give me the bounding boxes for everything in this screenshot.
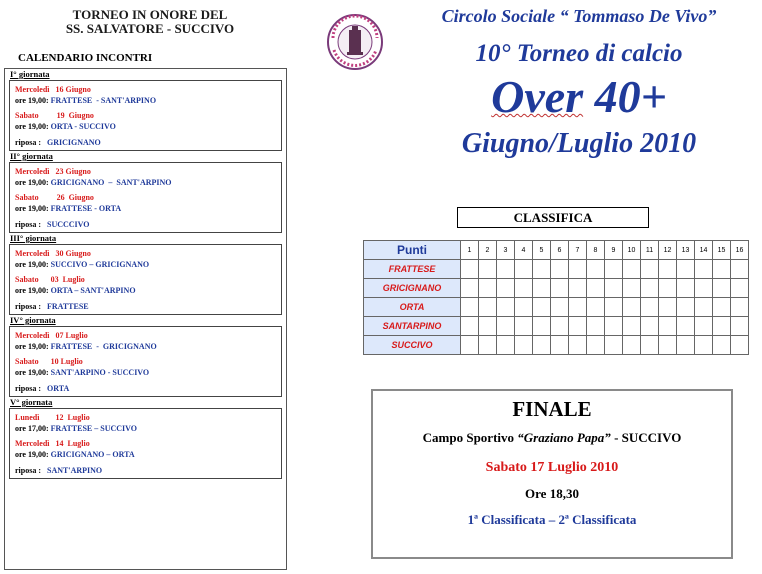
venue-town: - SUCCIVO [610, 430, 682, 445]
standings-cell [533, 279, 551, 298]
standings-round-header: 15 [713, 241, 731, 260]
standings-round-header: 3 [497, 241, 515, 260]
match-time: ore 19,00: [15, 368, 49, 377]
standings-cell [479, 260, 497, 279]
standings-cell [587, 317, 605, 336]
match-teams: FRATTESE – SUCCIVO [50, 424, 137, 433]
standings-cell [533, 260, 551, 279]
standings-round-header: 14 [695, 241, 713, 260]
standings-cell [479, 317, 497, 336]
standings-cell [623, 336, 641, 355]
circolo-sociale-seal-icon [326, 8, 384, 80]
standings-cell [551, 260, 569, 279]
dedication-line2: SS. SALVATORE - SUCCIVO [65, 21, 235, 36]
standings-cell [659, 260, 677, 279]
match-line [15, 177, 277, 188]
standings-round-header: 12 [659, 241, 677, 260]
standings-round-header: 16 [731, 241, 749, 260]
rest-team [15, 383, 277, 394]
tournament-edition: 10° Torneo di calcio [475, 40, 683, 67]
standings-cell [695, 260, 713, 279]
match-time: ore 19,00: [15, 260, 49, 269]
match-teams: GRICIGNANO – ORTA [50, 450, 135, 459]
standings-cell [695, 336, 713, 355]
match-date: Lunedì 12 Luglio [15, 413, 90, 422]
standings-cell [605, 336, 623, 355]
rest-team-name: GRICIGNANO [47, 138, 101, 147]
standings-cell [623, 298, 641, 317]
match-line [15, 423, 277, 434]
match-teams: FRATTESE - GRICIGNANO [50, 342, 157, 351]
rest-team-name: FRATTESE [47, 302, 89, 311]
match-line [15, 121, 277, 132]
match-date: Sabato 03 Luglio [15, 275, 85, 284]
standings-cell [677, 317, 695, 336]
standings-title: CLASSIFICA [457, 207, 649, 228]
standings-round-header: 4 [515, 241, 533, 260]
match-teams: FRATTESE - ORTA [50, 204, 122, 213]
rest-team [15, 137, 277, 148]
match-date: Sabato 19 Giugno [15, 111, 94, 120]
rest-label: riposa : [15, 466, 41, 475]
standings-cell [461, 317, 479, 336]
standings-cell [569, 279, 587, 298]
giornata-label [5, 69, 286, 80]
standings-round-header: 9 [605, 241, 623, 260]
match-time: ore 19,00: [15, 178, 49, 187]
standings-cell [551, 336, 569, 355]
standings-round-header: 2 [479, 241, 497, 260]
standings-cell [713, 260, 731, 279]
standings-team: SUCCIVO [364, 336, 461, 355]
standings-cell [551, 298, 569, 317]
standings-cell [713, 279, 731, 298]
standings-cell [515, 336, 533, 355]
category-age: 40+ [583, 71, 667, 122]
standings-cell [713, 298, 731, 317]
giornata-matches [9, 326, 282, 397]
match-date: Mercoledì 07 Luglio [15, 331, 88, 340]
standings-cell [695, 298, 713, 317]
giornata-matches [9, 162, 282, 233]
standings-cell [533, 298, 551, 317]
final-box [371, 389, 733, 559]
standings-row [364, 260, 749, 279]
match-teams: SANT'ARPINO - SUCCIVO [50, 368, 150, 377]
standings-cell [731, 260, 749, 279]
tournament-period: Giugno/Luglio 2010 [461, 128, 697, 159]
rest-team [15, 219, 277, 230]
standings-cell [587, 279, 605, 298]
match-time: ore 19,00: [15, 204, 49, 213]
standings-cell [551, 279, 569, 298]
rest-label: riposa : [15, 138, 41, 147]
match-teams: GRICIGNANO – SANT'ARPINO [50, 178, 172, 187]
standings-cell [515, 317, 533, 336]
standings-row [364, 279, 749, 298]
giornata-matches [9, 408, 282, 479]
standings-points-header: Punti [364, 241, 461, 260]
match-time: ore 17,00: [15, 424, 49, 433]
standings-round-header: 6 [551, 241, 569, 260]
standings-round-header: 5 [533, 241, 551, 260]
rest-label: riposa : [15, 384, 41, 393]
venue-prefix: Campo Sportivo [422, 430, 518, 445]
match-line [15, 341, 277, 352]
standings-team: FRATTESE [364, 260, 461, 279]
standings-cell [695, 279, 713, 298]
standings-team: GRICIGNANO [364, 279, 461, 298]
standings-cell [677, 260, 695, 279]
standings-cell [659, 336, 677, 355]
standings-cell [677, 298, 695, 317]
giornata-label [5, 233, 286, 244]
standings-round-header: 8 [587, 241, 605, 260]
match-teams: FRATTESE - SANT'ARPINO [50, 96, 157, 105]
standings-cell [623, 317, 641, 336]
match-teams: ORTA – SANT'ARPINO [50, 286, 136, 295]
standings-cell [641, 317, 659, 336]
match-time: ore 19,00: [15, 286, 49, 295]
standings-cell [641, 298, 659, 317]
giornata [5, 233, 286, 315]
standings-cell [569, 298, 587, 317]
rest-team [15, 301, 277, 312]
standings-round-header: 13 [677, 241, 695, 260]
standings-cell [659, 298, 677, 317]
match-teams: SUCCIVO – GRICIGNANO [50, 260, 150, 269]
standings-cell [533, 336, 551, 355]
standings-cell [497, 317, 515, 336]
standings-cell [587, 298, 605, 317]
standings-cell [461, 260, 479, 279]
standings-round-header: 11 [641, 241, 659, 260]
standings-cell [569, 260, 587, 279]
rest-team-name: SANT'ARPINO [47, 466, 103, 475]
standings-cell [713, 336, 731, 355]
giornata-label-text: III° giornata [10, 233, 57, 243]
standings-cell [569, 336, 587, 355]
rest-team [15, 465, 277, 476]
standings-cell [461, 279, 479, 298]
final-date: Sabato 17 Luglio 2010 [485, 460, 619, 475]
standings-cell [731, 336, 749, 355]
standings-round-header: 7 [569, 241, 587, 260]
match-date: Mercoledì 16 Giugno [15, 85, 91, 94]
standings-cell [533, 317, 551, 336]
standings-cell [605, 317, 623, 336]
dedication-line1: TORNEO IN ONORE DEL [72, 7, 228, 22]
standings-team: SANTARPINO [364, 317, 461, 336]
giornata-matches [9, 244, 282, 315]
standings-cell [479, 298, 497, 317]
club-name: Circolo Sociale “ Tommaso De Vivo” [441, 6, 717, 26]
category-over: Over [491, 71, 584, 122]
standings-cell [731, 317, 749, 336]
rest-team-name: ORTA [47, 384, 70, 393]
standings-row [364, 336, 749, 355]
standings-cell [479, 336, 497, 355]
giornata [5, 315, 286, 397]
match-date: Mercoledì 14 Luglio [15, 439, 90, 448]
final-time: Ore 18,30 [525, 486, 579, 501]
giornata [5, 397, 286, 479]
standings-table [363, 240, 749, 355]
standings-cell [677, 336, 695, 355]
standings-cell [515, 260, 533, 279]
giornata-label-text: IV° giornata [10, 315, 56, 325]
match-line [15, 259, 277, 270]
match-date: Mercoledì 30 Giugno [15, 249, 91, 258]
standings-cell [731, 279, 749, 298]
match-time: ore 19,00: [15, 96, 49, 105]
giornata [5, 151, 286, 233]
standings-cell [641, 336, 659, 355]
match-line [15, 203, 277, 214]
standings-cell [623, 260, 641, 279]
giornata-label-text: V° giornata [10, 397, 53, 407]
standings-cell [641, 279, 659, 298]
giornata-label [5, 397, 286, 408]
standings-row [364, 298, 749, 317]
standings-cell [677, 279, 695, 298]
giornata-label-text: II° giornata [10, 151, 53, 161]
standings-cell [497, 260, 515, 279]
standings-cell [605, 279, 623, 298]
standings-cell [497, 279, 515, 298]
standings-cell [587, 336, 605, 355]
standings-cell [461, 298, 479, 317]
giornata-matches [9, 80, 282, 151]
giornata [5, 69, 286, 151]
venue-name: “Graziano Papa” [517, 430, 611, 445]
standings-cell [497, 336, 515, 355]
standings-cell [479, 279, 497, 298]
match-date: Sabato 10 Luglio [15, 357, 83, 366]
giornata-label [5, 315, 286, 326]
standings-team: ORTA [364, 298, 461, 317]
standings-cell [641, 260, 659, 279]
match-line [15, 95, 277, 106]
standings-cell [605, 260, 623, 279]
standings-cell [515, 279, 533, 298]
standings-row [364, 317, 749, 336]
match-date: Mercoledì 23 Giugno [15, 167, 91, 176]
standings-cell [659, 279, 677, 298]
calendar [4, 68, 287, 570]
match-time: ore 19,00: [15, 122, 49, 131]
standings-cell [587, 260, 605, 279]
rest-label: riposa : [15, 220, 41, 229]
standings-cell [695, 317, 713, 336]
standings-cell [731, 298, 749, 317]
match-line [15, 285, 277, 296]
match-time: ore 19,00: [15, 342, 49, 351]
rest-team-name: SUCCCIVO [47, 220, 90, 229]
match-line [15, 449, 277, 460]
calendar-title: CALENDARIO INCONTRI [18, 52, 153, 64]
standings-cell [659, 317, 677, 336]
standings-cell [497, 298, 515, 317]
match-line [15, 367, 277, 378]
final-title: FINALE [512, 397, 592, 421]
match-time: ore 19,00: [15, 450, 49, 459]
standings-cell [515, 298, 533, 317]
standings-cell [461, 336, 479, 355]
match-date: Sabato 26 Giugno [15, 193, 94, 202]
standings-cell [713, 317, 731, 336]
standings-cell [605, 298, 623, 317]
standings-cell [623, 279, 641, 298]
tournament-category [400, 72, 758, 122]
standings-round-header: 10 [623, 241, 641, 260]
final-venue [373, 430, 731, 446]
giornata-label [5, 151, 286, 162]
match-teams: ORTA - SUCCIVO [50, 122, 116, 131]
rest-label: riposa : [15, 302, 41, 311]
standings-cell [551, 317, 569, 336]
giornata-label-text: I° giornata [10, 69, 50, 79]
tournament-dedication [0, 8, 300, 36]
final-match: 1ª Classificata – 2ª Classificata [467, 512, 637, 527]
standings-round-header: 1 [461, 241, 479, 260]
standings-cell [569, 317, 587, 336]
